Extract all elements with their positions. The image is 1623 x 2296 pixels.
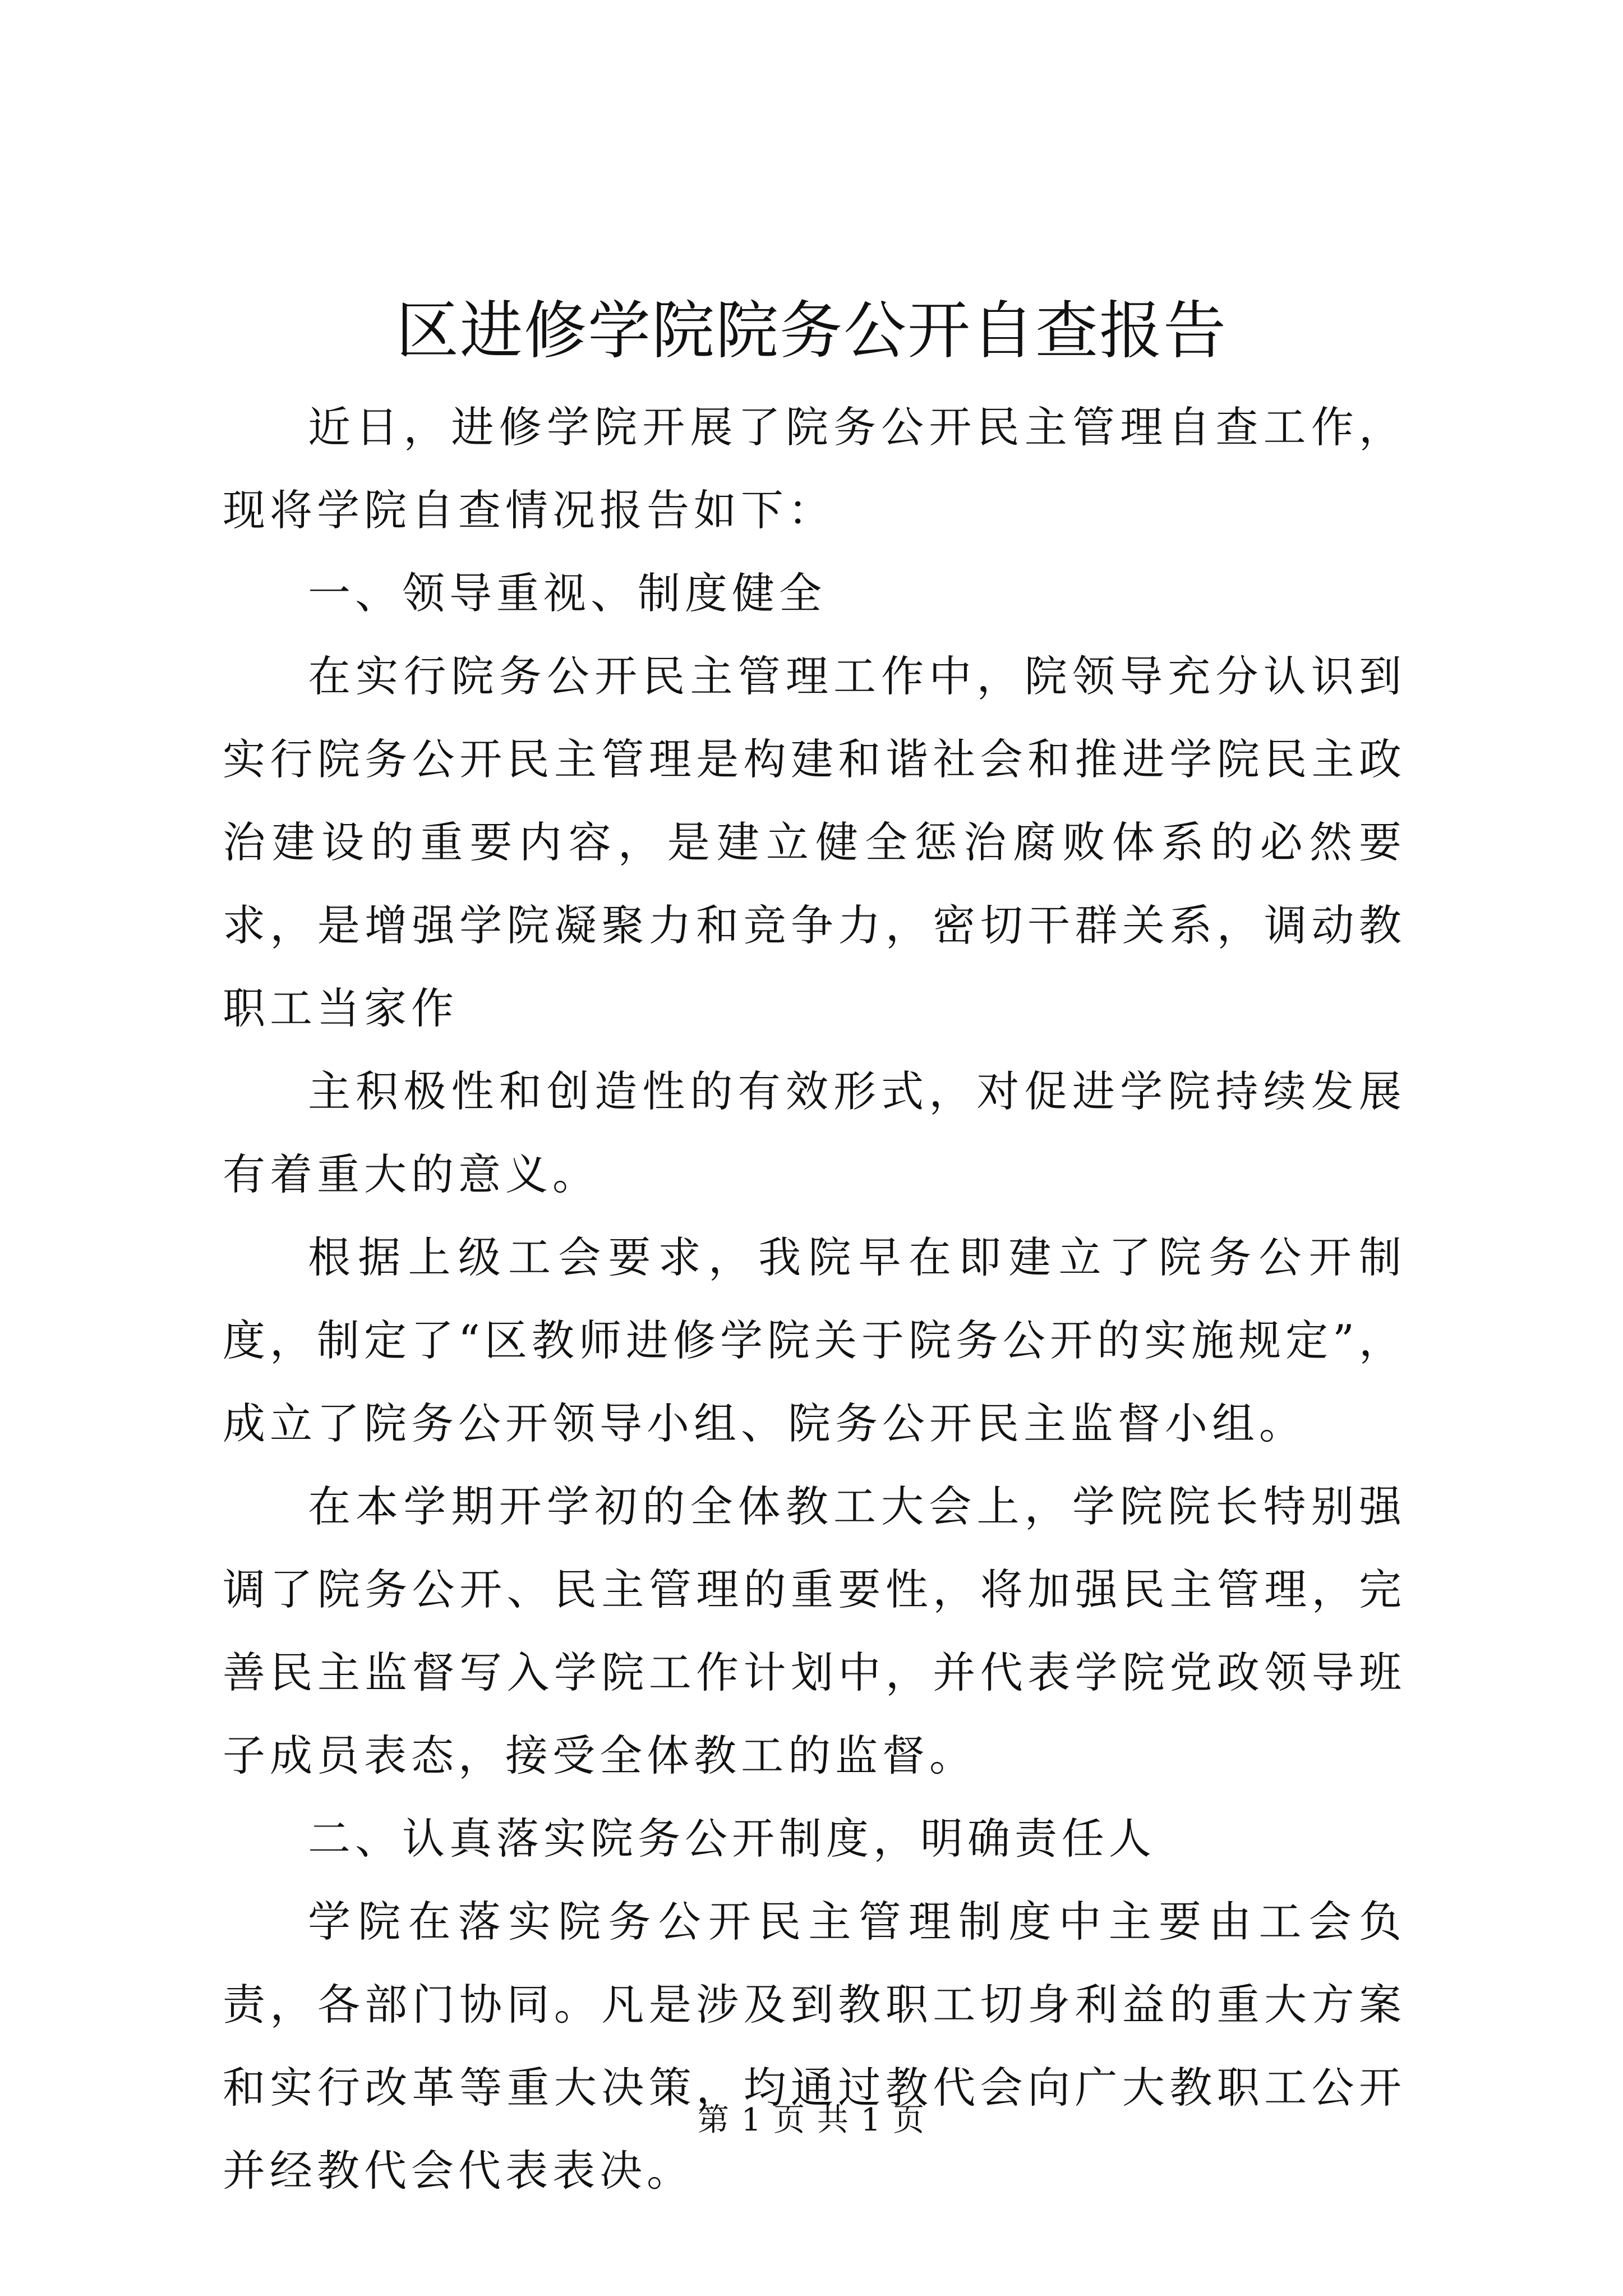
document-body <box>223 386 1406 2212</box>
paragraph: 在本学期开学初的全体教工大会上，学院院长特别强调了院务公开、民主管理的重要性，将加强民主管理，完善民主监督写入学院工作计划中，并代表学院党政领导班子成员表态，接受全体教工的监督。 <box>223 1481 1406 1780</box>
document-title: 区进修学院院务公开自查报告 <box>396 295 1227 367</box>
section-heading-2: 二、认真落实院务公开制度，明确责任人 <box>308 1814 1156 1864</box>
paragraph: 根据上级工会要求，我院早在即建立了院务公开制度，制定了“区教师进修学院关于院务公开的实施规定”，成立了院务公开领导小组、院务公开民主监督小组。 <box>223 1232 1406 1448</box>
paragraph: 在实行院务公开民主管理工作中，院领导充分认识到实行院务公开民主管理是构建和谐社会和推进学院民主政治建设的重要内容，是建立健全惩治腐败体系的必然要求，是增强学院凝聚力和竞争力，密切干群关系，调动教职工当家作 <box>223 651 1406 1033</box>
page-footer: 第 1 页 共 1 页 <box>697 2102 926 2138</box>
paragraph-intro: 近日，进修学院开展了院务公开民主管理自查工作，现将学院自查情况报告如下： <box>223 402 1406 535</box>
section-heading-1: 一、领导重视、制度健全 <box>308 568 826 618</box>
paragraph: 主积极性和创造性的有效形式，对促进学院持续发展有着重大的意义。 <box>223 1066 1406 1199</box>
paragraph: 学院在落实院务公开民主管理制度中主要由工会负责，各部门协同。凡是涉及到教职工切身利益的重大方案和实行改革等重大决策，均通过教代会向广大教职工公开并经教代会代表表决。 <box>223 1897 1406 2196</box>
